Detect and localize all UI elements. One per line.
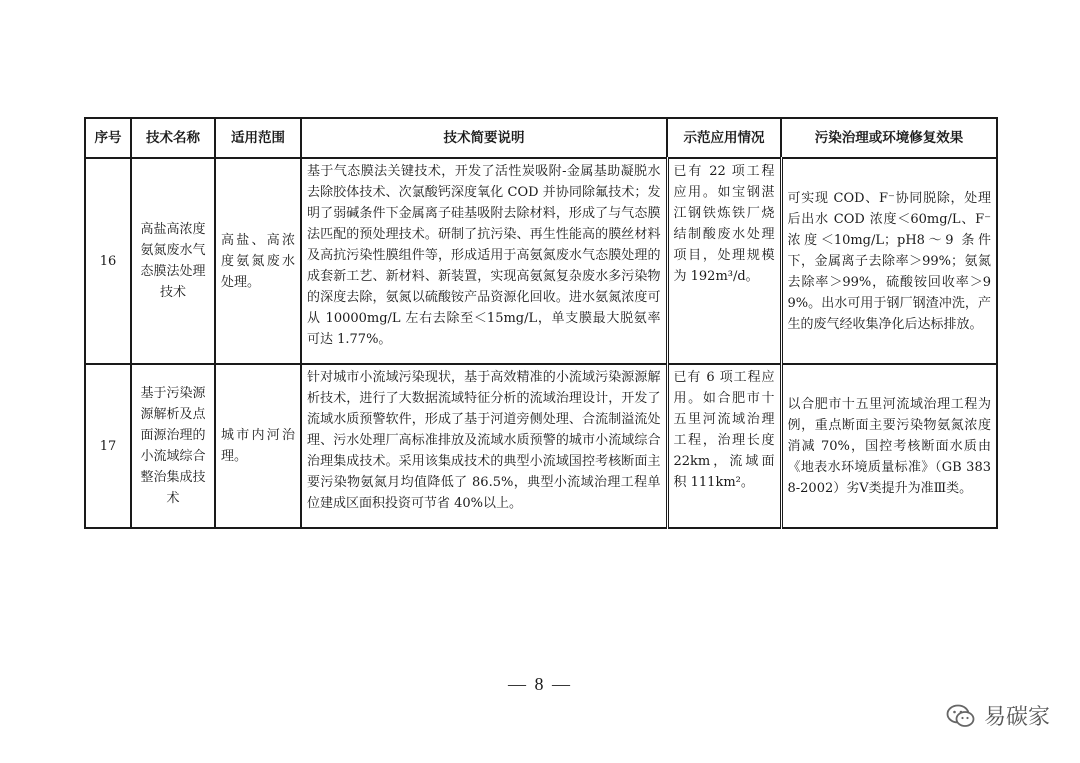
cell-demo-application: 已有 22 项工程应用。如宝钢湛江钢铁炼铁厂烧结制酸废水处理项目，处理规模为 192m³/d。 — [667, 158, 781, 364]
cell-tech-name: 基于污染源源解析及点面源治理的小流域综合整治集成技术 — [131, 364, 215, 528]
watermark-label: 易碳家 — [983, 705, 1050, 730]
cell-number: 17 — [85, 364, 131, 528]
wechat-icon — [946, 703, 976, 729]
table-header-row — [85, 118, 997, 158]
table-row — [85, 364, 997, 528]
document-table-wrap — [84, 117, 996, 529]
cell-description: 基于气态膜法关键技术，开发了活性炭吸附-金属基助凝脱水去除胶体技术、次氯酸钙深度氧化 COD 并协同除氟技术；发明了弱碱条件下金属离子硅基吸附去除材料，形成了与气态膜法匹配的预处理技术。研制了抗污染、再生性能高的膜丝材料及高抗污染性膜组件等，形成适用于高氨氮废水气态膜处理的成套新工艺、新材料、新装置，实现高氨氮复杂废水多污染物的深度去除，氨氮以硫酸铵产品资源化回收。进水氨氮浓度可从 10000mg/L 左右去除至＜15mg/L，单支膜最大脱氨率可达 1.77%。 — [301, 158, 667, 364]
table-row — [85, 158, 997, 364]
watermark — [946, 700, 1050, 731]
cell-number: 16 — [85, 158, 131, 364]
cell-effect: 可实现 COD、F⁻协同脱除，处理后出水 COD 浓度＜60mg/L、F⁻浓度＜10mg/L；pH8～9 条件下，金属离子去除率＞99%；氨氮去除率＞99%，硫酸铵回收率＞99%。出水可用于钢厂钢渣冲洗，产生的废气经收集净化后达标排放。 — [781, 158, 997, 364]
cell-scope: 城市内河治理。 — [215, 364, 301, 528]
page-number: — 8 — — [508, 674, 572, 694]
header-number: 序号 — [85, 118, 131, 158]
header-tech-name: 技术名称 — [131, 118, 215, 158]
cell-tech-name: 高盐高浓度氨氮废水气态膜法处理技术 — [131, 158, 215, 364]
cell-description: 针对城市小流域污染现状，基于高效精准的小流域污染源源解析技术，进行了大数据流域特征分析的流域治理设计，开发了流域水质预警软件，形成了基于河道旁侧处理、合流制溢流处理、污水处理厂高标准排放及流域水质预警的城市小流域综合治理集成技术。采用该集成技术的典型小流域国控考核断面主要污染物氨氮月均值降低了 86.5%，典型小流域治理工程单位建成区面积投资可节省 40%以上。 — [301, 364, 667, 528]
cell-effect: 以合肥市十五里河流域治理工程为例，重点断面主要污染物氨氮浓度消减 70%，国控考核断面水质由《地表水环境质量标准》（GB 3838-2002）劣Ⅴ类提升为准Ⅲ类。 — [781, 364, 997, 528]
header-effect: 污染治理或环境修复效果 — [781, 118, 997, 158]
cell-demo-application: 已有 6 项工程应用。如合肥市十五里河流域治理工程，治理长度 22km，流域面积 111km²。 — [667, 364, 781, 528]
header-demo-application: 示范应用情况 — [667, 118, 781, 158]
cell-scope: 高盐、高浓度氨氮废水处理。 — [215, 158, 301, 364]
technology-table — [84, 117, 998, 529]
header-scope: 适用范围 — [215, 118, 301, 158]
header-description: 技术简要说明 — [301, 118, 667, 158]
